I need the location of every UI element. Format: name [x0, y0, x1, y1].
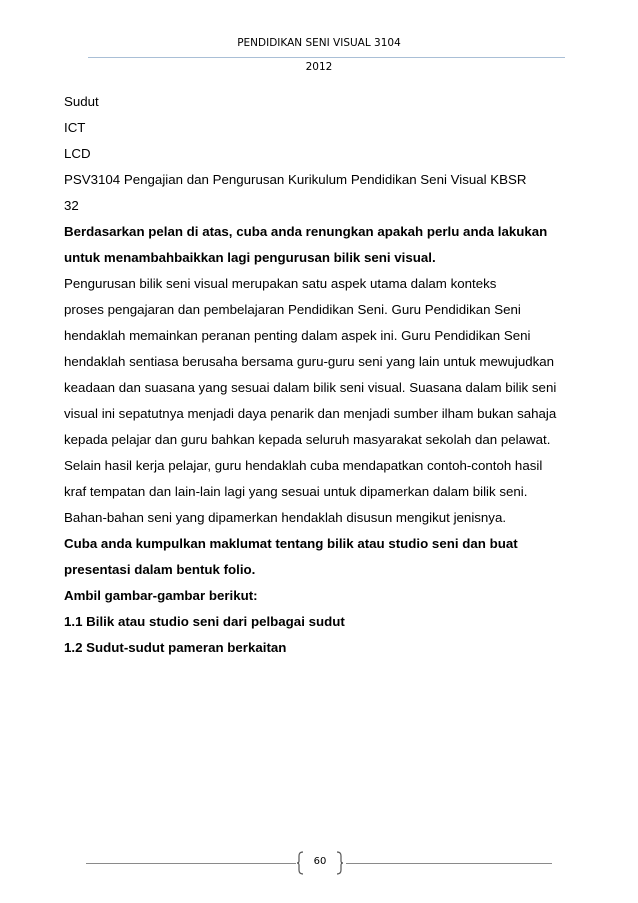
text-line: visual ini sepatutnya menjadi daya penarik dan menjadi sumber ilham bukan sahaja	[64, 406, 557, 421]
text-line: hendaklah sentiasa berusaha bersama guru-guru seni yang lain untuk mewujudkan	[64, 354, 555, 369]
left-bracket-icon	[296, 851, 304, 875]
header-title: PENDIDIKAN SENI VISUAL 3104	[237, 37, 401, 49]
document-body	[64, 89, 574, 661]
text-line: ICT	[64, 120, 86, 135]
right-bracket-icon	[336, 851, 344, 875]
text-line: 1.1 Bilik atau studio seni dari pelbagai sudut	[64, 614, 345, 629]
text-line: presentasi dalam bentuk folio.	[64, 562, 256, 577]
text-line: kepada pelajar dan guru bahkan kepada seluruh masyarakat sekolah dan pelawat.	[64, 432, 551, 447]
text-line: keadaan dan suasana yang sesuai dalam bilik seni visual. Suasana dalam bilik seni	[64, 380, 557, 395]
page-number: 60	[313, 856, 327, 867]
text-line: hendaklah memainkan peranan penting dalam aspek ini. Guru Pendidikan Seni	[64, 328, 531, 343]
text-line: Selain hasil kerja pelajar, guru hendaklah cuba mendapatkan contoh-contoh hasil	[64, 458, 543, 473]
text-line: 1.2 Sudut-sudut pameran berkaitan	[64, 640, 287, 655]
text-line: untuk menambahbaikkan lagi pengurusan bilik seni visual.	[64, 250, 436, 265]
header-rule	[88, 57, 565, 58]
text-line: Ambil gambar-gambar berikut:	[64, 588, 258, 603]
footer-rule-right	[346, 863, 552, 864]
text-line: 32	[64, 198, 79, 213]
text-line: PSV3104 Pengajian dan Pengurusan Kurikulum Pendidikan Seni Visual KBSR	[64, 172, 527, 187]
text-line: Sudut	[64, 94, 99, 109]
text-line: Bahan-bahan seni yang dipamerkan hendaklah disusun mengikut jenisnya.	[64, 510, 507, 525]
footer-rule-left	[86, 863, 296, 864]
header-year: 2012	[305, 61, 333, 73]
text-line: LCD	[64, 146, 91, 161]
text-line: proses pengajaran dan pembelajaran Pendidikan Seni. Guru Pendidikan Seni	[64, 302, 521, 317]
text-line: kraf tempatan dan lain-lain lagi yang sesuai untuk dipamerkan dalam bilik seni.	[64, 484, 528, 499]
text-line: Pengurusan bilik seni visual merupakan satu aspek utama dalam konteks	[64, 276, 497, 291]
text-line: Berdasarkan pelan di atas, cuba anda renungkan apakah perlu anda lakukan	[64, 224, 548, 239]
text-line: Cuba anda kumpulkan maklumat tentang bilik atau studio seni dan buat	[64, 536, 518, 551]
